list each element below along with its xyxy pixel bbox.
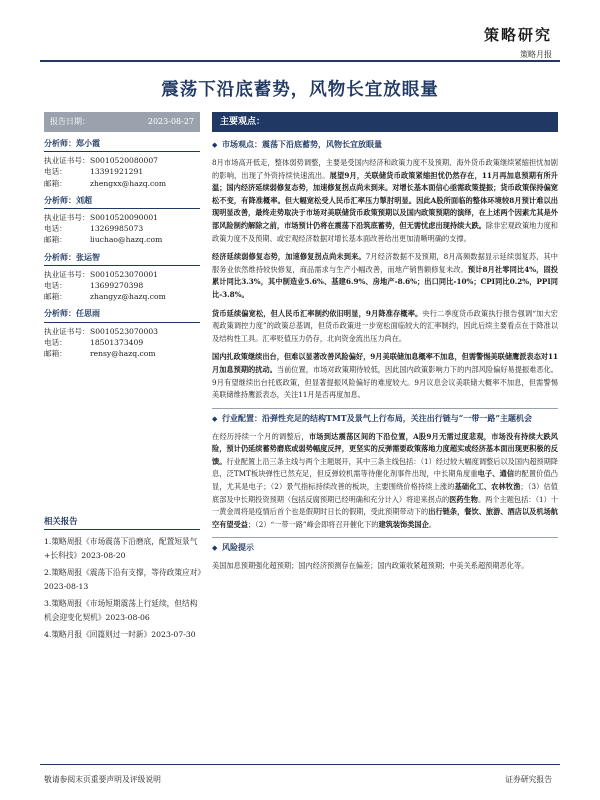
paragraph-economy	[212, 251, 558, 301]
diamond-bullet-icon: ◆	[212, 543, 218, 553]
cert-number: S0010523070001	[90, 269, 159, 279]
email-address[interactable]: zhangyz@hazq.com	[90, 292, 166, 302]
analyst-phone-row	[44, 337, 200, 348]
emphasis-text: 国内扎政策继续出台，但难以显著改善风险偏好，9月美联储加息概率不加息，但需警惕美联储鹰派表态对11月加息预期的扰动。	[212, 352, 558, 374]
body-text: ；（2）“一带一路”峰会即将召开催化下的	[247, 519, 379, 529]
body-text: 。两个主题包括：（1）十一黄金周将是疫情后首个也是假期时日长的假期，受此预期带动下的	[212, 494, 559, 517]
analyst-email-row	[44, 234, 200, 245]
emphasis-text: 市场到达震荡区间的下沿位置，A股9月无需过度悲观，市场没有持续大跌风险，预计仍延续蓄势磨底或弱势幅度反抨，更坚实的反弹需要政策落地力度超实或经济基本面出现更积极的反馈。	[212, 431, 558, 466]
emphasis-text: 展望9月，关联储货币政策紧缩担忧仍然存在，11月再加息预期有所升温；国内经济延续弱修复态势，加速修复拐点尚未到来。对增长基本面信心亟需政策提振；货币政策保持偏宽松不变，有降准概率。但大幅宽松受人民币汇率压力掣肘明显。因此A股所面临的整体环境较8月预计难以出现明显改善，最终走势取决于市场对美联储货币政策预期以及国内政策预期的演绎，在上述两个因素尤其是外部风险制约解除之前，市场预计仍将在震荡下沿筑底蓄势，但无需忧虑出现持续大跌。	[212, 170, 558, 230]
emphasis-text: 经济延续弱修复态势，加速修复拐点尚未到来。	[212, 252, 366, 262]
footer-disclaimer: 敬请参阅末页重要声明及评级说明	[44, 775, 161, 784]
brand-title: 策略研究	[483, 26, 552, 44]
paragraph-policy	[212, 351, 558, 401]
body-text: 的配置价值凸显，尤其是电子；（2）景气指标持续改善的板块，主要围绕价格持续上涨的	[212, 469, 558, 492]
analyst-block	[44, 195, 200, 246]
analyst-phone-row	[44, 166, 200, 177]
footer-rule	[40, 764, 560, 765]
emphasis-text: 电子、通信	[477, 469, 515, 479]
report-date-label: 报告日期：	[50, 117, 90, 126]
analyst-cert-row	[44, 212, 200, 223]
cert-number: S0010520090001	[90, 213, 159, 223]
analyst-block	[44, 308, 200, 359]
related-report-item[interactable]: 4.策略月报《回篇则过一时新》2023-07-30	[44, 630, 196, 639]
cert-number: S0010523070003	[90, 326, 159, 336]
emphasis-text: 出行链条，餐饮、旅游、酒店以及机场航空有望受益	[212, 507, 558, 529]
emphasis-text: 货币延续偏宽松，但人民币汇率制约依旧明显，9月降准存概率。	[212, 308, 423, 318]
report-date-value: 2023-08-27	[147, 117, 194, 126]
left-sidebar	[44, 112, 200, 359]
analyst-list	[44, 138, 200, 359]
body-text: 除非宏观政策地力度和政策力度不及预期、或宏观经济数据对增长基本面改善给出更加清晰明确的支撑。	[212, 220, 558, 243]
body-text: ；（3）估值底部及中长期投资预期（包括反腐预期已经明确和充分计入）将迎来拐点的	[212, 482, 558, 504]
cert-label: 执业证书号：	[44, 269, 90, 279]
emphasis-text: 医药生物	[449, 494, 478, 504]
analyst-cert-row	[44, 326, 200, 337]
email-label: 邮箱：	[44, 292, 67, 302]
body-text: 行业配置上沿三条主线与两个主题展开，其中三条主线包括：（1）经过较大幅度调整后以及国内超预期降息，泛TMT板块弹性已然充足，但反弹较机需等待催化剂事件出现，中长期角度重	[212, 456, 558, 479]
analyst-email-row	[44, 178, 200, 189]
email-address[interactable]: liuchao@hazq.com	[90, 235, 163, 245]
cert-number: S0010520080007	[90, 156, 159, 166]
cert-label: 执业证书号：	[44, 326, 90, 336]
analyst-name: 分析师：张运智	[44, 252, 200, 266]
emphasis-text: 预计8月社零同比4%，固投累计同比3.3%，其中制造业5.6%、基建6.9%、房地产-8.6%；出口同比-10%；CPI同比0.2%，PPI同比-3.8%。	[212, 264, 558, 299]
main-section-title: 主要观点：	[212, 112, 558, 132]
body-text: 央行二季度货币政策执行报告强调“加大宏观政策调控力度”的政策总基调，但货币政策进一步宽松面临较大的汇率制约，因此后续主要看点在于降准以及结构性工具。汇率贬值压力仍存，北向资金流出压力尚在。	[212, 308, 558, 343]
report-date-bar	[44, 112, 200, 132]
body-text: 当前位置，市场对政策期待较低，因此国内政策影响力下的内部风险偏好易提振难恶化。9月有望继续出台托底政策，但显著提振风险偏好的难度较大。9月议息会议美联储大概率不加息，但需警惕美联储维持鹰派表态，关注11月是否再度加息。	[212, 364, 558, 400]
related-reports-list	[44, 535, 202, 645]
industry-allocation-title: 行业配置：沿弹性充足的结构TMT及景气上行布局，关注出行链与“一带一路”主题机会	[222, 412, 532, 423]
document-title: 震荡下沿底蓄势，风物长宜放眼量	[161, 80, 439, 100]
body-text: 在经历持续一个月的调整后，	[212, 431, 309, 441]
diamond-bullet-icon: ◆	[212, 413, 218, 423]
phone-number: 13391921291	[90, 167, 144, 177]
phone-label: 电话：	[44, 224, 67, 234]
analyst-name: 分析师：任思雨	[44, 308, 200, 322]
analyst-cert-row	[44, 155, 200, 166]
paragraph-monetary	[212, 308, 558, 346]
emphasis-text: 建筑装饰类国企	[378, 519, 429, 529]
phone-label: 电话：	[44, 167, 67, 177]
analyst-cert-row	[44, 269, 200, 280]
report-type: 策略月报	[520, 50, 552, 59]
cert-label: 执业证书号：	[44, 156, 90, 166]
emphasis-text: 基础化工、农林牧渔	[454, 482, 521, 492]
analyst-name: 分析师：郑小霞	[44, 138, 200, 152]
body-text: 7月经济数据不及预期，8月高频数据显示延续弱复苏，其中服务业依然维持较快修复，商品需求与生产小幅改善，而地产销售额修复未改。	[212, 252, 558, 274]
related-reports-title: 相关报告	[44, 515, 200, 530]
analyst-email-row	[44, 291, 200, 302]
phone-number: 13699270398	[90, 281, 144, 291]
email-address[interactable]: zhengxx@hazq.com	[90, 178, 167, 188]
body-text: 。	[428, 519, 436, 529]
analyst-block	[44, 138, 200, 189]
paragraph-outlook	[212, 157, 558, 245]
phone-number: 13269985073	[90, 224, 144, 234]
analyst-block	[44, 252, 200, 303]
risk-heading	[212, 537, 558, 554]
body-text: 美国加息预期强化超预期；国内经济预测存在偏差；国内政策收紧超预期；中美关系超预期恶化等。	[212, 561, 529, 571]
header-rule	[40, 60, 560, 62]
body-text: 8月市场高开低走，整体弱势调整，主要是受国内经济和政策力度不及预期、海外货币政策继续紧缩担忧加剧的影响，出现了外资持续快速流出。	[212, 158, 558, 180]
email-label: 邮箱：	[44, 235, 67, 245]
phone-label: 电话：	[44, 281, 67, 291]
analyst-phone-row	[44, 223, 200, 234]
analyst-email-row	[44, 348, 200, 359]
market-view-heading	[212, 138, 558, 151]
related-report-item[interactable]: 1.策略周报《市场震荡下沿磨底，配置短景气+长科技》2023-08-20	[44, 537, 198, 560]
phone-number: 18501373409	[90, 337, 144, 347]
analyst-phone-row	[44, 280, 200, 291]
email-address[interactable]: rensy@hazq.com	[90, 349, 156, 359]
main-content	[212, 112, 558, 573]
industry-allocation-heading	[212, 408, 558, 425]
email-label: 邮箱：	[44, 349, 67, 359]
diamond-bullet-icon: ◆	[212, 140, 218, 149]
report-brand	[484, 24, 552, 60]
email-label: 邮箱：	[44, 178, 67, 188]
market-view-title: 市场观点：震荡下沿底蓄势，风物长宜放眼量	[222, 139, 382, 149]
phone-label: 电话：	[44, 337, 67, 347]
related-report-item[interactable]: 2.策略周报《震荡下沿有支撑，等待政策应对》2023-08-13	[44, 568, 202, 591]
paragraph-industry	[212, 431, 558, 532]
analyst-name: 分析师：刘超	[44, 195, 200, 209]
paragraph-risk	[212, 560, 558, 573]
cert-label: 执业证书号：	[44, 213, 90, 223]
footer-label: 证券研究报告	[505, 775, 552, 784]
related-report-item[interactable]: 3.策略周报《市场短期震荡上行延续，但结构机会迎变化契机》2023-08-06	[44, 599, 198, 622]
risk-title: 风险提示	[222, 542, 254, 553]
